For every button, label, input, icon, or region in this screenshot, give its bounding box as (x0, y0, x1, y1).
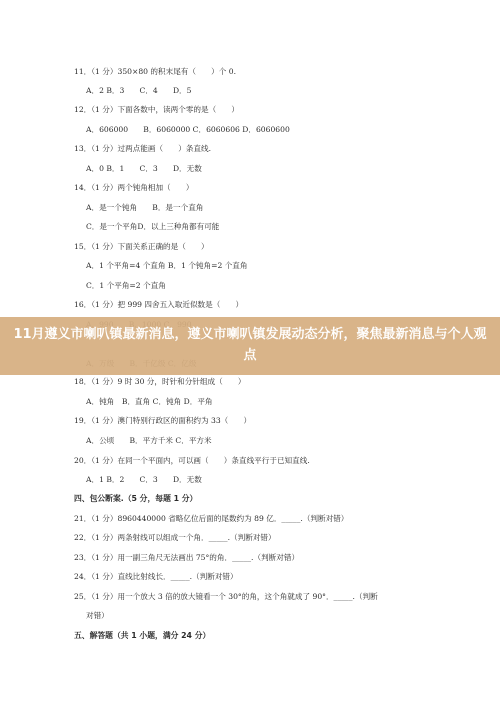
question-25: 25．（1 分）用一个放大 3 倍的放大镜看一个 30°的角，这个角就成了 90°．_____.（判断 (74, 592, 378, 601)
question-13-options: A．0 B．1 C．3 D．无数 (86, 164, 202, 173)
section-5-heading: 五、解答题（共 1 小题，满分 24 分） (74, 631, 211, 640)
question-11-options: A．2 B．3 C．4 D．5 (86, 86, 192, 95)
question-13: 13．（1 分）过两点能画（ ）条直线. (74, 144, 212, 153)
question-19: 19．（1 分）澳门特别行政区的面积约为 33（ ） (74, 416, 252, 425)
question-20: 20．（1 分）在同一个平面内，可以画（ ）条直线平行于已知直线. (74, 456, 310, 465)
question-19-options: A．公顷 B．平方千米 C．平方米 (86, 436, 212, 445)
question-12-options: A．606000 B．6060000 C．6060606 D．6060600 (86, 125, 290, 134)
question-21: 21．（1 分）8960440000 省略亿位后面的尾数约为 89 亿．_____.（判断对错） (74, 514, 349, 523)
question-15: 15．（1 分）下面关系正确的是（ ） (74, 242, 209, 251)
question-14-options-c-d: C．是一个平角D．以上三种角都有可能 (86, 222, 220, 231)
question-18-options: A．钝角 B．直角 C．钝角 D．平角 (86, 397, 213, 406)
question-15-options-a-b: A．1 个平角=4 个直角 B．1 个钝角=2 个直角 (86, 261, 248, 270)
question-15-options-c: C．1 个平角=2 个直角 (86, 281, 166, 290)
banner-title: 11月遵义市喇叭镇最新消息，遵义市喇叭镇发展动态分析，聚焦最新消息与个人观点 (13, 327, 487, 363)
section-4-heading: 四、包公断案.（5 分，每题 1 分） (74, 494, 198, 503)
question-14: 14．（1 分）两个钝角相加（ ） (74, 183, 194, 192)
question-11: 11．（1 分）350×80 的积末尾有（ ）个 0. (74, 67, 237, 76)
question-18: 18．（1 分）9 时 30 分，时针和分针组成（ ） (74, 377, 246, 386)
question-20-options: A．1 B．2 C．3 D．无数 (86, 475, 202, 484)
question-14-options-a-b: A．是一个钝角 B．是一个直角 (86, 203, 204, 212)
question-24: 24．（1 分）直线比射线长．_____.（判断对错） (74, 572, 238, 581)
question-25-continued: 对错） (86, 611, 109, 620)
question-16: 16．（1 分）把 999 四舍五入取近似数是（ ） (74, 300, 244, 309)
question-12: 12．（1 分）下面各数中，读两个零的是（ ） (74, 105, 239, 114)
question-22: 22．（1 分）两条射线可以组成一个角．_____.（判断对错） (74, 533, 276, 542)
question-23: 23．（1 分）用一副三角尺无法画出 75°的角．_____.（判断对错） (74, 553, 300, 562)
